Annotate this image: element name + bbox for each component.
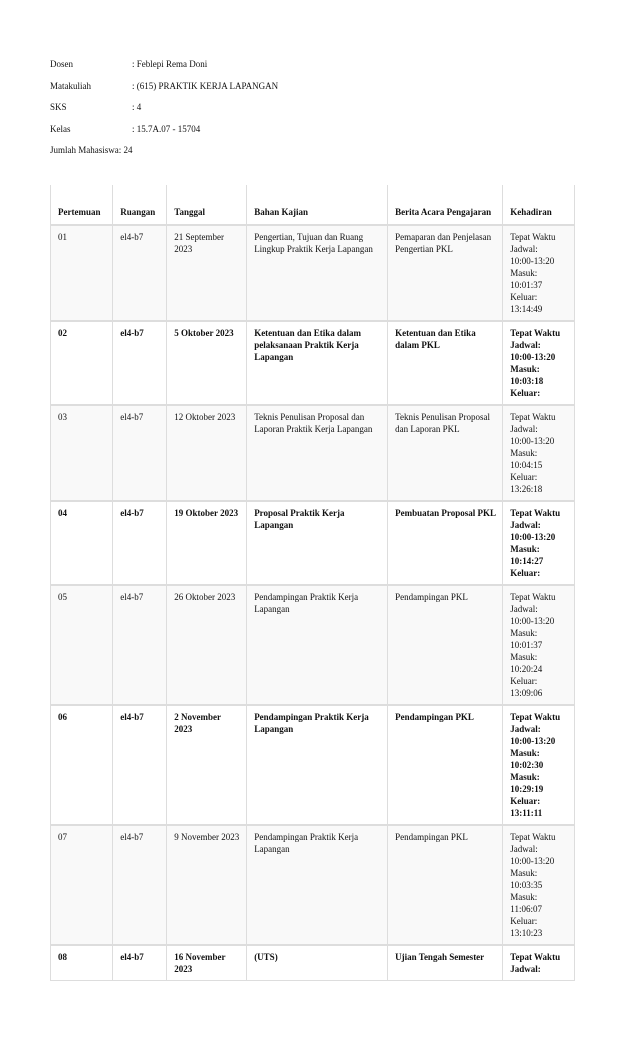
- kehadiran-line: Jadwal:: [510, 520, 541, 530]
- cell-ruangan: el4-b7: [113, 585, 167, 705]
- info-row-jumlah-mahasiswa: [50, 145, 278, 167]
- cell-pertemuan: 01: [51, 225, 113, 321]
- kehadiran-line: 10:03:18: [510, 376, 544, 386]
- kehadiran-line: 10:00-13:20: [510, 616, 555, 626]
- cell-bahan-kajian: (UTS): [247, 945, 388, 981]
- info-row-sks: [50, 102, 278, 124]
- cell-kehadiran: [503, 585, 575, 705]
- cell-pertemuan: 03: [51, 405, 113, 501]
- kehadiran-line: Tepat Waktu: [510, 832, 556, 842]
- header-bahan-kajian: Bahan Kajian: [247, 185, 388, 225]
- kehadiran-line: 10:29:19: [510, 784, 544, 794]
- kehadiran-line: Keluar:: [510, 292, 538, 302]
- kehadiran-line: 10:14:27: [510, 556, 544, 566]
- cell-berita-acara: Pembuatan Proposal PKL: [388, 501, 503, 585]
- cell-bahan-kajian: Ketentuan dan Etika dalam pelaksanaan Praktik Kerja Lapangan: [247, 321, 388, 405]
- kehadiran-line: Jadwal:: [510, 844, 538, 854]
- kehadiran-line: Keluar:: [510, 676, 538, 686]
- kehadiran-line: Masuk:: [510, 652, 538, 662]
- kehadiran-line: 10:00-13:20: [510, 532, 556, 542]
- table-row: [51, 321, 575, 405]
- cell-kehadiran: [503, 825, 575, 945]
- kehadiran-line: Jadwal:: [510, 604, 538, 614]
- kehadiran-line: Keluar:: [510, 472, 538, 482]
- kehadiran-line: 13:10:23: [510, 928, 543, 938]
- cell-berita-acara: Pendampingan PKL: [388, 585, 503, 705]
- table-row: [51, 405, 575, 501]
- table-row: [51, 705, 575, 825]
- kehadiran-line: 10:04:15: [510, 460, 543, 470]
- cell-kehadiran: [503, 405, 575, 501]
- cell-pertemuan: 06: [51, 705, 113, 825]
- kehadiran-line: Masuk:: [510, 448, 538, 458]
- header-tanggal: Tanggal: [167, 185, 247, 225]
- kehadiran-line: 13:09:06: [510, 688, 543, 698]
- cell-pertemuan: 02: [51, 321, 113, 405]
- cell-tanggal: 5 Oktober 2023: [167, 321, 247, 405]
- kehadiran-line: 13:11:11: [510, 808, 543, 818]
- kehadiran-line: Tepat Waktu: [510, 712, 561, 722]
- kehadiran-line: 10:00-13:20: [510, 736, 556, 746]
- cell-berita-acara: Pendampingan PKL: [388, 705, 503, 825]
- cell-tanggal: 12 Oktober 2023: [167, 405, 247, 501]
- kehadiran-line: Masuk:: [510, 628, 538, 638]
- kehadiran-line: Masuk:: [510, 892, 538, 902]
- cell-tanggal: 16 November 2023: [167, 945, 247, 981]
- cell-berita-acara: Ketentuan dan Etika dalam PKL: [388, 321, 503, 405]
- course-info: [50, 59, 278, 167]
- cell-bahan-kajian: Pendampingan Praktik Kerja Lapangan: [247, 585, 388, 705]
- kehadiran-line: 10:01:37: [510, 280, 543, 290]
- kehadiran-line: Tepat Waktu: [510, 328, 561, 338]
- kehadiran-line: 13:26:18: [510, 484, 543, 494]
- cell-bahan-kajian: Pendampingan Praktik Kerja Lapangan: [247, 825, 388, 945]
- cell-ruangan: el4-b7: [113, 945, 167, 981]
- kehadiran-line: Jadwal:: [510, 340, 541, 350]
- cell-berita-acara: Pendampingan PKL: [388, 825, 503, 945]
- cell-berita-acara: Pemaparan dan Penjelasan Pengertian PKL: [388, 225, 503, 321]
- cell-kehadiran: [503, 501, 575, 585]
- cell-ruangan: el4-b7: [113, 501, 167, 585]
- cell-ruangan: el4-b7: [113, 225, 167, 321]
- table-row: [51, 501, 575, 585]
- cell-bahan-kajian: Teknis Penulisan Proposal dan Laporan Praktik Kerja Lapangan: [247, 405, 388, 501]
- info-value: : Feblepi Rema Doni: [132, 59, 208, 69]
- cell-kehadiran: [503, 321, 575, 405]
- header-kehadiran: Kehadiran: [503, 185, 575, 225]
- kehadiran-line: Tepat Waktu: [510, 508, 561, 518]
- cell-pertemuan: 07: [51, 825, 113, 945]
- info-label: Kelas: [50, 123, 71, 134]
- kehadiran-line: 10:00-13:20: [510, 352, 556, 362]
- info-row-matakuliah: [50, 81, 278, 103]
- kehadiran-line: Jadwal:: [510, 964, 541, 974]
- cell-tanggal: 2 November 2023: [167, 705, 247, 825]
- kehadiran-line: Jadwal:: [510, 724, 541, 734]
- kehadiran-line: 13:14:49: [510, 304, 543, 314]
- table-header-row: [51, 185, 575, 225]
- cell-kehadiran: [503, 225, 575, 321]
- kehadiran-line: Tepat Waktu: [510, 592, 556, 602]
- cell-pertemuan: 08: [51, 945, 113, 981]
- kehadiran-line: Masuk:: [510, 364, 540, 374]
- kehadiran-line: Jadwal:: [510, 244, 538, 254]
- table-row: [51, 225, 575, 321]
- info-value: : (615) PRAKTIK KERJA LAPANGAN: [132, 80, 279, 91]
- info-label: SKS: [50, 102, 67, 112]
- attendance-table: [50, 185, 575, 981]
- kehadiran-line: Masuk:: [510, 268, 538, 278]
- info-label: Jumlah Mahasiswa: [50, 145, 119, 155]
- cell-pertemuan: 05: [51, 585, 113, 705]
- info-row-dosen: [50, 59, 278, 81]
- kehadiran-line: 11:06:07: [510, 904, 542, 914]
- cell-berita-acara: Teknis Penulisan Proposal dan Laporan PKL: [388, 405, 503, 501]
- cell-bahan-kajian: Pendampingan Praktik Kerja Lapangan: [247, 705, 388, 825]
- cell-tanggal: 21 September 2023: [167, 225, 247, 321]
- kehadiran-line: 10:00-13:20: [510, 256, 555, 266]
- attendance-table-wrapper: [50, 185, 575, 981]
- kehadiran-line: 10:20:24: [510, 664, 543, 674]
- info-value: : 15.7A.07 - 15704: [132, 123, 201, 134]
- cell-ruangan: el4-b7: [113, 705, 167, 825]
- kehadiran-line: Keluar:: [510, 916, 538, 926]
- cell-ruangan: el4-b7: [113, 825, 167, 945]
- kehadiran-line: 10:00-13:20: [510, 436, 555, 446]
- cell-ruangan: el4-b7: [113, 321, 167, 405]
- kehadiran-line: 10:00-13:20: [510, 856, 555, 866]
- info-row-kelas: [50, 124, 278, 146]
- table-row: [51, 585, 575, 705]
- table-body: [51, 225, 575, 981]
- kehadiran-line: Keluar:: [510, 388, 541, 398]
- kehadiran-line: Tepat Waktu: [510, 412, 556, 422]
- cell-berita-acara: Ujian Tengah Semester: [388, 945, 503, 981]
- cell-bahan-kajian: Proposal Praktik Kerja Lapangan: [247, 501, 388, 585]
- info-label: Dosen: [50, 59, 73, 69]
- table-row: [51, 825, 575, 945]
- cell-pertemuan: 04: [51, 501, 113, 585]
- header-pertemuan: Pertemuan: [51, 185, 113, 225]
- cell-bahan-kajian: Pengertian, Tujuan dan Ruang Lingkup Praktik Kerja Lapangan: [247, 225, 388, 321]
- kehadiran-line: Masuk:: [510, 544, 540, 554]
- cell-tanggal: 26 Oktober 2023: [167, 585, 247, 705]
- kehadiran-line: Masuk:: [510, 772, 540, 782]
- header-berita-acara: Berita Acara Pengajaran: [388, 185, 503, 225]
- table-header: [51, 185, 575, 225]
- kehadiran-line: Tepat Waktu: [510, 952, 561, 962]
- table-row: [51, 945, 575, 981]
- kehadiran-line: 10:01:37: [510, 640, 543, 650]
- info-value: : 24: [118, 145, 133, 155]
- kehadiran-line: Keluar:: [510, 568, 541, 578]
- cell-tanggal: 9 November 2023: [167, 825, 247, 945]
- cell-kehadiran: [503, 945, 575, 981]
- info-value: : 4: [132, 102, 142, 112]
- kehadiran-line: 10:02:30: [510, 760, 544, 770]
- kehadiran-line: Masuk:: [510, 868, 538, 878]
- cell-ruangan: el4-b7: [113, 405, 167, 501]
- cell-tanggal: 19 Oktober 2023: [167, 501, 247, 585]
- kehadiran-line: Keluar:: [510, 796, 541, 806]
- header-ruangan: Ruangan: [113, 185, 167, 225]
- kehadiran-line: Tepat Waktu: [510, 232, 556, 242]
- kehadiran-line: 10:03:35: [510, 880, 543, 890]
- cell-kehadiran: [503, 705, 575, 825]
- kehadiran-line: Masuk:: [510, 748, 540, 758]
- info-label: Matakuliah: [50, 80, 91, 91]
- kehadiran-line: Jadwal:: [510, 424, 538, 434]
